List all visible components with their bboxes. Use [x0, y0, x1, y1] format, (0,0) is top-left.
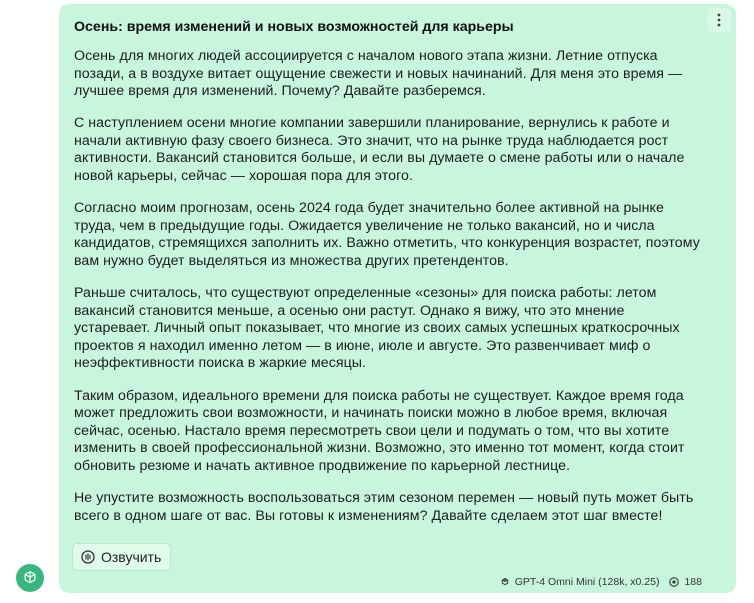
openai-logo-icon	[500, 577, 510, 587]
message-menu-button[interactable]	[707, 8, 731, 32]
more-vertical-icon	[717, 13, 721, 27]
message-paragraph: Осень для многих людей ассоциируется с началом нового этапа жизни. Летние отпуска позади, а в воздухе витает ощущение свежести и новых начинаний. Для меня это время — лучшее время для изменений. Почему? Давайте разберемся.	[74, 48, 683, 100]
message-paragraph: Не упустите возможность воспользоваться этим сезоном перемен — новый путь может быть всего в одном шаге от вас. Вы готовы к изменениям? Давайте сделаем этот шаг вместе!	[74, 489, 694, 524]
message-paragraph: Согласно моим прогнозам, осень 2024 года будет значительно более активной на рынке труда, чем в предыдущие годы. Ожидается увеличение не только вакансий, но и числа кандидатов, стремящихся заполнить их. Важно отметить, что конкуренция возрастет, поэтому вам нужно будет выделяться из множества других претендентов.	[74, 200, 700, 269]
message-footer	[500, 576, 702, 588]
model-label: GPT-4 Omni Mini (128k, x0.25)	[514, 576, 660, 588]
assistant-avatar	[16, 564, 44, 592]
token-count-indicator	[669, 576, 702, 588]
message-paragraph: С наступлением осени многие компании завершили планирование, вернулись к работе и начали активную фазу своего бизнеса. Это значит, что на рынке труда наблюдается рост активности. Вакансий становится больше, и если вы думаете о смене работы или о начале новой карьеры, сейчас — хорошая пора для этого.	[74, 115, 685, 185]
model-indicator	[500, 576, 660, 588]
openai-logo-icon	[21, 569, 39, 587]
speak-button-label: Озвучить	[101, 549, 162, 565]
token-count: 188	[684, 576, 702, 588]
message-paragraph: Раньше считалось, что существуют определенные «сезоны» для поиска работы: летом вакансий становится меньше, а осенью они растут. Однако я вижу, что это мнение устаревает. Личный опыт показывает, что многие из своих самых успешных краткосрочных проектов я находил именно летом — в июне, июле и августе. Это развенчивает миф о неэффективности поиска в жаркие месяцы.	[74, 285, 680, 372]
message-paragraph: Таким образом, идеального времени для поиска работы не существует. Каждое время года может предложить свои возможности, и начинать поиски можно в любое время, включая сейчас, осенью. Настало время пересмотреть свои цели и подумать о том, что вы хотите изменить в своей профессиональной жизни. Возможно, это именно тот момент, когда стоит обновить резюме и начать активное продвижение по карьерной лестнице.	[74, 387, 685, 474]
speaker-waveform-icon	[81, 550, 95, 564]
coin-icon	[669, 577, 679, 587]
speak-button[interactable]	[72, 543, 171, 571]
assistant-message-bubble	[59, 4, 736, 593]
message-title: Осень: время изменений и новых возможностей для карьеры	[74, 19, 514, 35]
